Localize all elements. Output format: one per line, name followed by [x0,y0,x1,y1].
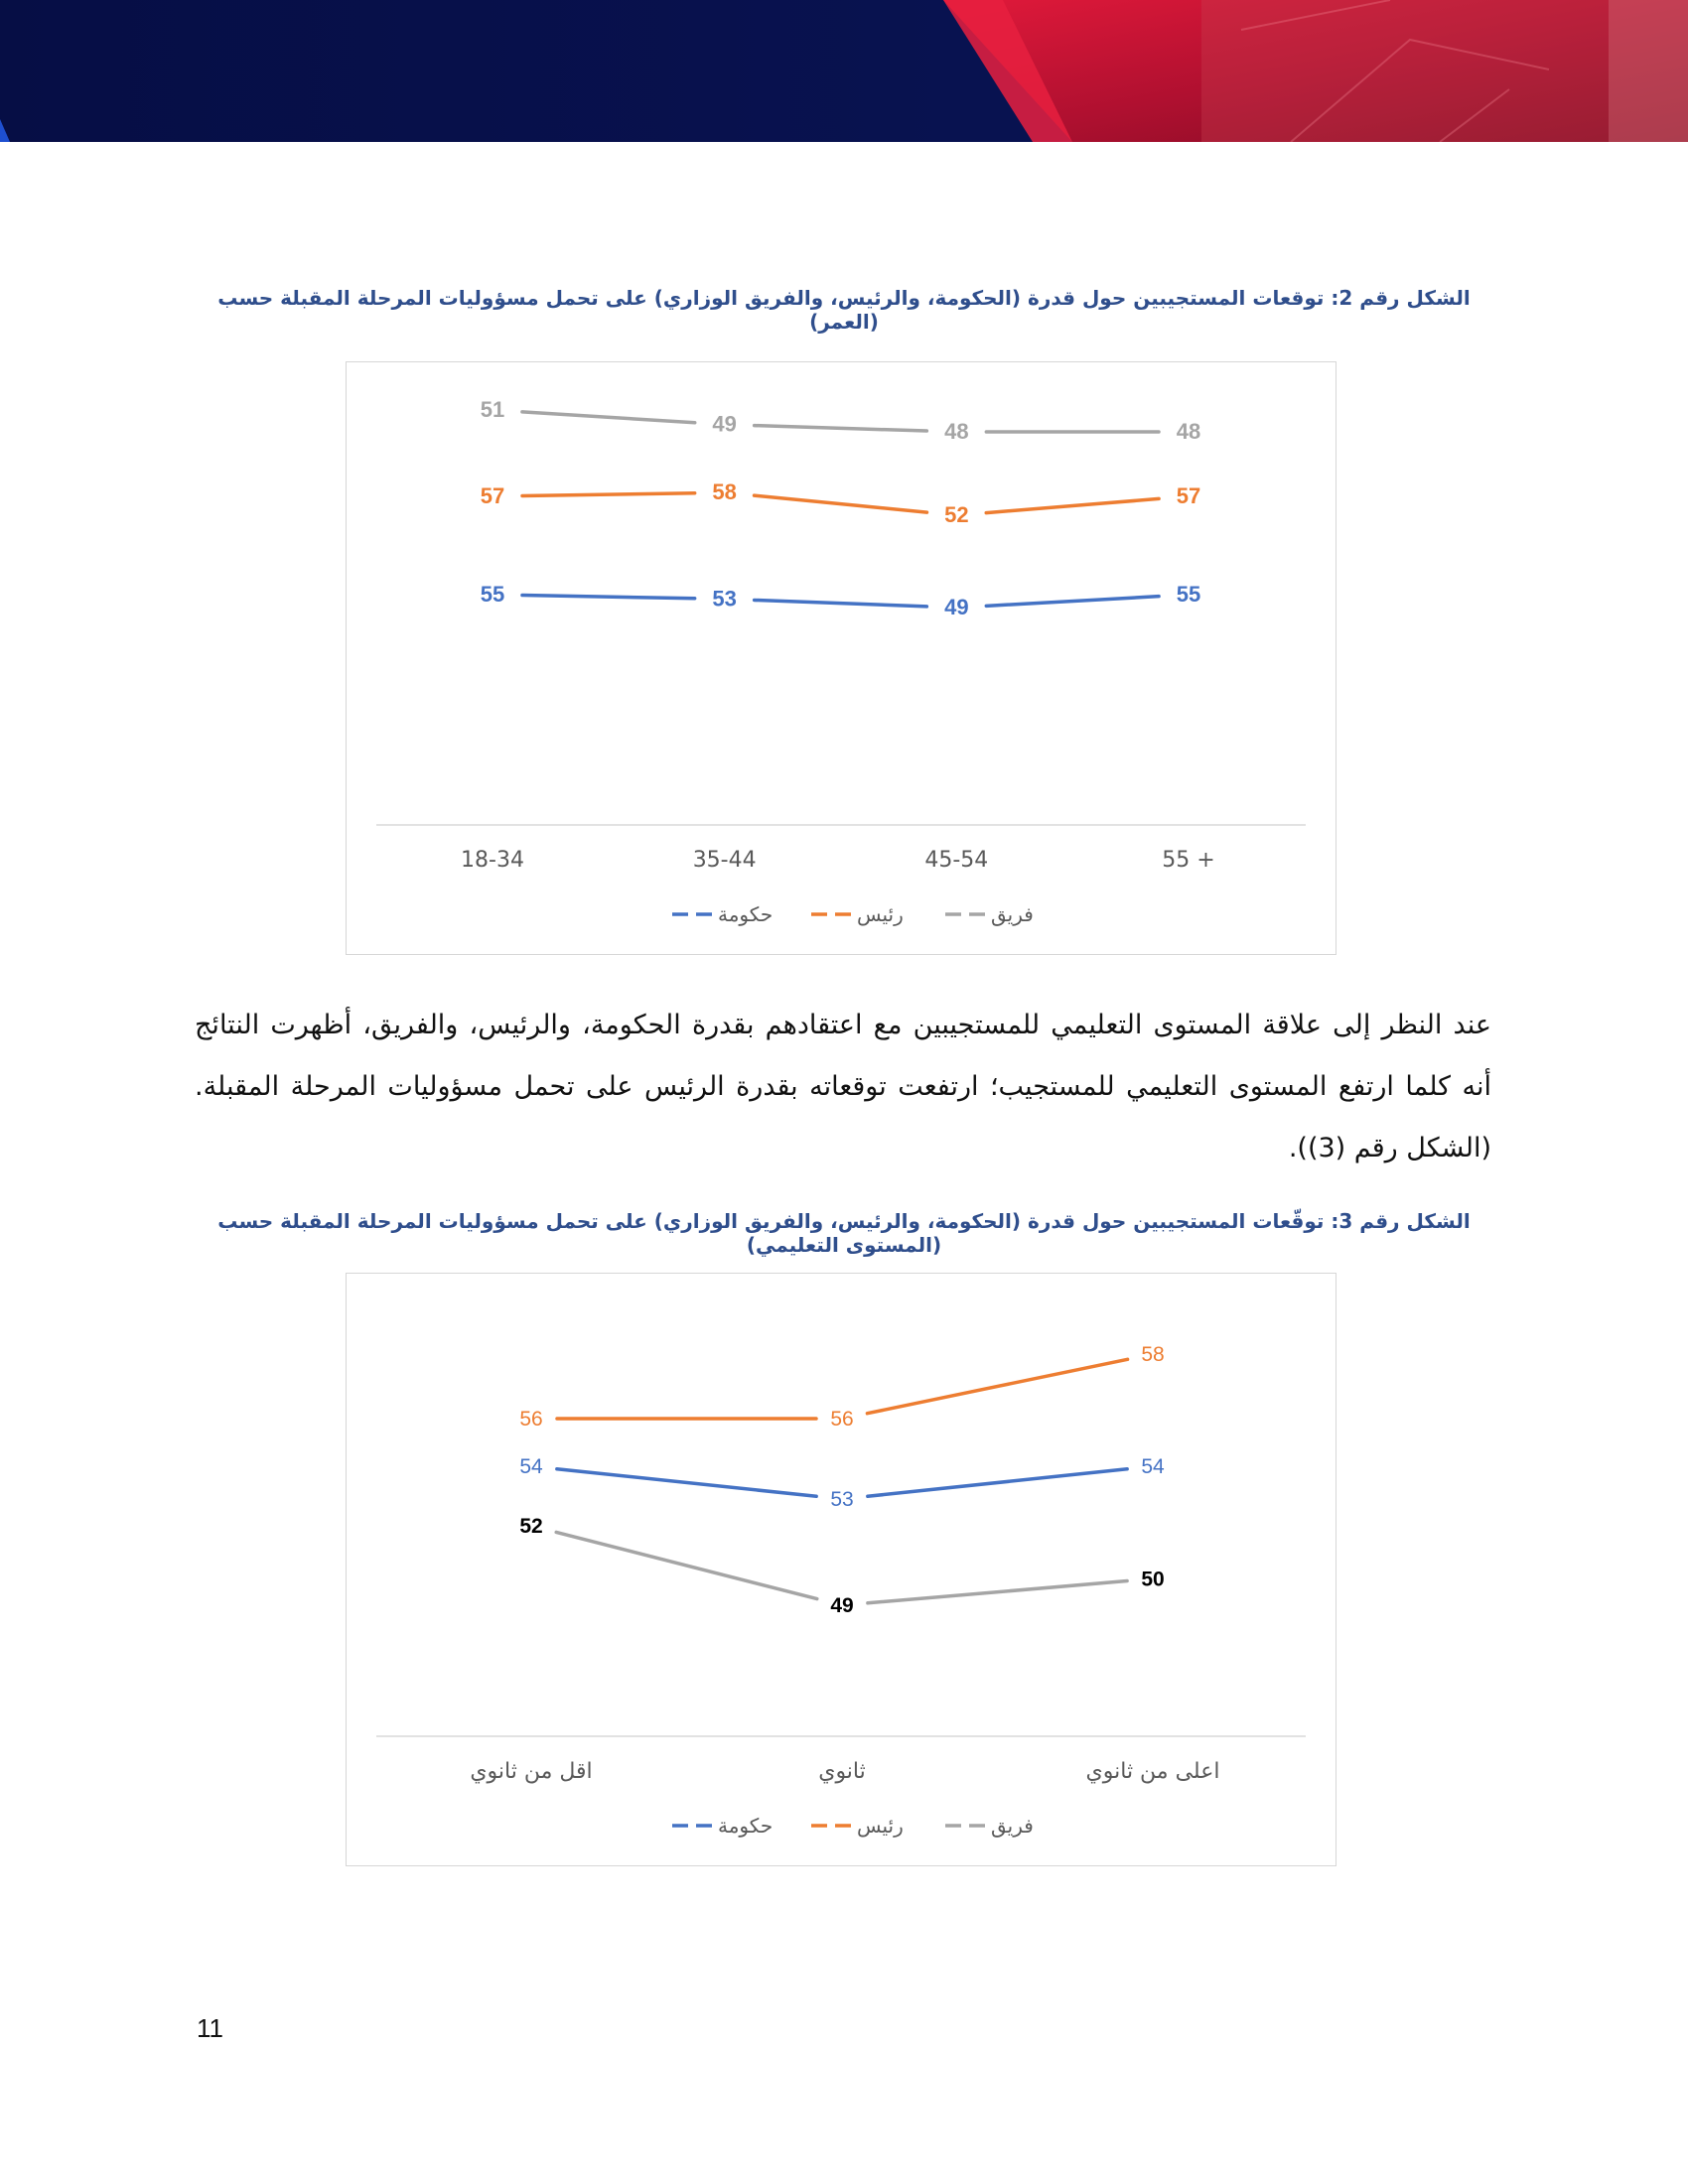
fig3-category-label: اعلى من ثانوي [1085,1759,1220,1784]
figure-3-caption: الشكل رقم 3: توقّعات المستجيبين حول قدرة (الحكومة، والرئيس، والفريق الوزاري) على تحمل مسؤوليات المرحلة المقبلة حسب (المستوى التعليمي) [217,1209,1471,1257]
fig3-data-label: 54 [1141,1455,1165,1478]
fig2-series-line-segment [522,493,695,496]
fig2-legend-label: حكومة [718,902,774,926]
fig2-category-label: 35-44 [692,848,757,873]
page-number: 11 [197,2013,223,2043]
fig3-legend-label: فريق [991,1814,1034,1838]
fig2-legend-label: فريق [991,902,1034,926]
fig3-series-line-segment [868,1581,1127,1603]
fig2-series-line-segment [522,596,695,599]
fig3-data-label: 49 [830,1594,854,1617]
fig2-data-label: 49 [712,411,737,437]
fig2-category-label: 45-54 [924,848,989,873]
fig2-series-line-segment [986,597,1159,607]
fig3-data-label: 53 [830,1488,854,1511]
fig2-data-label: 55 [480,582,505,607]
fig3-data-label: 50 [1141,1568,1165,1591]
figure-2-plot [347,362,1335,953]
fig3-data-label: 56 [830,1408,854,1431]
fig2-data-label: 49 [944,595,969,619]
fig2-data-label: 57 [1176,483,1201,508]
fig3-series-line-segment [556,1532,817,1598]
figure-3-plot [347,1274,1335,1864]
fig2-data-label: 48 [944,419,969,444]
fig3-legend-label: حكومة [718,1814,774,1838]
fig3-data-label: 58 [1141,1343,1165,1366]
fig2-legend-label: رئيس [857,902,904,926]
fig2-series-line-segment [755,495,927,512]
fig2-data-label: 53 [712,586,737,612]
fig2-series-line-segment [986,498,1159,512]
figure-2-chart [346,361,1336,955]
fig3-series-line-segment [868,1469,1127,1497]
fig2-series-line-segment [755,600,927,606]
fig2-series-line-segment [755,426,927,431]
fig3-data-label: 52 [519,1515,543,1538]
fig3-category-label: ثانوي [818,1759,866,1784]
header-banner [0,0,1688,142]
fig2-data-label: 48 [1176,419,1201,444]
fig2-data-label: 58 [712,479,737,505]
fig2-series-line-segment [522,412,695,423]
fig3-data-label: 56 [519,1408,543,1431]
fig3-category-label: اقل من ثانوي [470,1759,593,1784]
fig3-data-label: 54 [519,1455,543,1478]
fig3-legend-label: رئيس [857,1814,904,1838]
fig2-data-label: 52 [944,502,969,527]
body-paragraph: عند النظر إلى علاقة المستوى التعليمي للمستجيبين مع اعتقادهم بقدرة الحكومة، والرئيس، والفريق، أظهرت النتائج أنه كلما ارتفع المستوى التعليمي للمستجيب؛ ارتفعت توقعاته بقدرة الرئيس على تحمل مسؤوليات المرحلة المقبلة. (الشكل رقم (3)). [195,1010,1491,1163]
banner-graphic [0,0,1688,142]
fig3-series-line-segment [867,1359,1127,1413]
fig3-series-line-segment [557,1469,816,1497]
fig2-data-label: 55 [1176,582,1201,607]
figure-3-chart [346,1273,1336,1866]
fig2-category-label: 18-34 [461,848,524,873]
fig2-data-label: 51 [480,397,505,422]
figure-2-caption: الشكل رقم 2: توقعات المستجيبين حول قدرة (الحكومة، والرئيس، والفريق الوزاري) على تحمل مسؤوليات المرحلة المقبلة حسب (العمر) [217,286,1471,334]
fig2-data-label: 57 [480,483,505,508]
fig2-category-label: 55 + [1162,848,1215,873]
